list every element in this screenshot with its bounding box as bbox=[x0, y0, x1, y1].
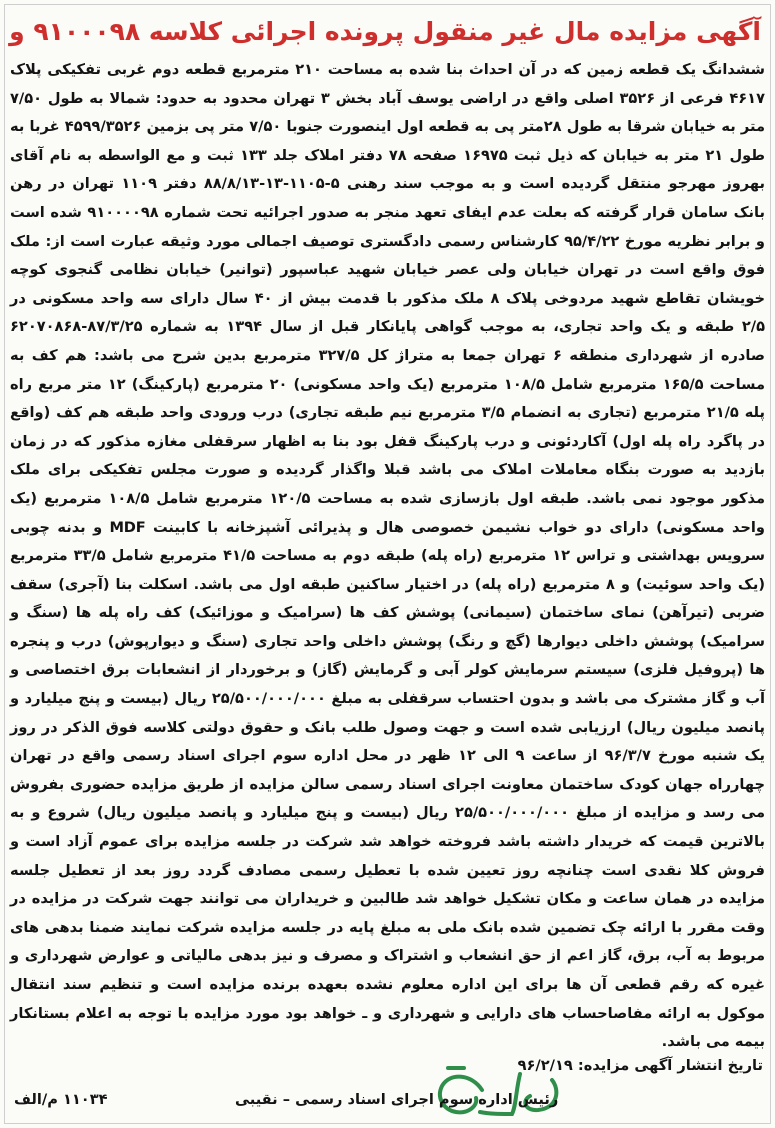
notice-body: ششدانگ یک قطعه زمین که در آن احداث بنا شده به مساحت ۲۱۰ مترمربع قطعه دوم غربی تفکیکی پلاک ۴۶۱۷ فرعی از ۳۵۲۶ اصلی واقع در اراضی یوسف آباد بخش ۳ تهران محدود به حدود: شمالا به طول ۷/۵۰ متر به خیابان شرقا به طول ۲۸متر پی به قطعه اول اینصورت جنوبا ۷/۵۰ متر پی بزمین ۴۵۹۹/۳۵۲۶ غربا به طول ۲۱ متر به خیابان که ذیل ثبت ۱۶۹۷۵ صفحه ۷۸ دفتر املاک جلد ۱۳۳ ثبت و مع الواسطه به نام آقای بهروز مهرجو منتقل گردیده است و به موجب سند رهنی ۵-۱۱۰۵-۱۳-۸۸/۸/۱۳ دفتر ۱۱۰۹ تهران در رهن بانک سامان قرار گرفته که بعلت عدم ایفای تعهد منجر به صدور اجرائیه تحت شماره ۹۱۰۰۰۰۹۸ شده است و برابر نظریه مورخ ۹۵/۴/۲۲ کارشناس رسمی دادگستری توصیف اجمالی مورد وثیقه عبارت است از: ملک فوق واقع است در تهران خیابان ولی عصر خیابان شهید عباسپور (توانیر) خیابان نظامی گنجوی کوچه خویشان تقاطع شهید مردوخی پلاک ۸ ملک مذکور با قدمت بیش از ۴۰ سال دارای سه واحد مسکونی در ۲/۵ طبقه و یک واحد تجاری، به موجب گواهی پایانکار قبل از سال ۱۳۹۴ به شماره ۸۷/۳/۲۵-۶۲۰۷۰۸۶۸ صادره از شهرداری منطقه ۶ تهران جمعا به متراژ کل ۳۲۷/۵ مترمربع بدین شرح می باشد: هم کف به مساحت ۱۶۵/۵ مترمربع شامل ۱۰۸/۵ مترمربع (یک واحد مسکونی) ۲۰ مترمربع (پارکینگ) ۱۲ متر مربع راه پله ۲۱/۵ مترمربع (تجاری به انضمام ۳/۵ مترمربع نیم طبقه تجاری) درب ورودی واحد طبقه هم کف (واقع در پاگرد راه پله اول) آکاردئونی و درب پارکینگ قفل بود بنا به اظهار سرقفلی مغازه مذکور که در زمان بازدید به صورت بنگاه معاملات املاک می باشد قبلا واگذار گردیده و صورت مجلس تفکیکی برای ملک مذکور موجود نمی باشد. طبقه اول بازسازی شده به مساحت ۱۲۰/۵ مترمربع شامل ۱۰۸/۵ مترمربع (یک واحد مسکونی) دارای دو خواب نشیمن خصوصی هال و پذیرائی آشپزخانه با کابینت MDF و بدنه چوبی سرویس بهداشتی و تراس ۱۲ مترمربع (راه پله) طبقه دوم به مساحت ۴۱/۵ مترمربع شامل ۳۳/۵ مترمربع (یک واحد سوئیت) و ۸ مترمربع (راه پله) در اختیار ساکنین طبقه اول می باشد. اسکلت بنا (آجری) سقف ضربی (تیرآهن) نمای ساختمان (سیمانی) پوشش کف ها (سرامیک و موزائیک) کف راه پله ها (سنگ و سرامیک) پوشش داخلی دیوارها (گچ و رنگ) پوشش داخلی واحد تجاری (سنگ و دیوارپوش) درب و پنجره ها (پروفیل فلزی) سیستم سرمایش کولر آبی و گرمایش (گاز) و برخوردار از انشعابات برق اختصاصی و آب و گاز مشترک می باشد و بدون احتساب سرقفلی به مبلغ ۲۵/۵۰۰/۰۰۰/۰۰۰ ریال (بیست و پنج میلیارد و پانصد میلیون ریال) ارزیابی شده است و جهت وصول طلب بانک و حقوق دولتی کلاسه فوق الذکر در روز یک شنبه مورخ ۹۶/۳/۷ از ساعت ۹ الی ۱۲ ظهر در محل اداره سوم اجرای اسناد رسمی واقع در تهران چهارراه جهان کودک ساختمان معاونت اجرای اسناد رسمی سالن مزایده از طریق مزایده حضوری بفروش می رسد و مزایده از مبلغ ۲۵/۵۰۰/۰۰۰/۰۰۰ ریال (بیست و پنج میلیارد و پانصد میلیون ریال) شروع و به بالاترین قیمت که خریدار داشته باشد فروخته خواهد شد شرکت در جلسه مزایده برای عموم آزاد است و فروش کلا نقدی است چنانچه روز تعیین شده با تعطیل رسمی مصادف گردد روز بعد از تعطیل جلسه مزایده در همان ساعت و مکان تشکیل خواهد شد طالبین و خریداران می توانند جهت شرکت در مزایده در وقت مقرر با ارائه چک تضمین شده بانک ملی به مبلغ پایه در جلسه مزایده شرکت نمایند ضمنا بدهی های مربوط به آب، برق، گاز اعم از حق انشعاب و اشتراک و مصرف و نیز بدهی مالیاتی و عوارض شهرداری و غیره که رقم قطعی آن ها برای این اداره معلوم نشده بعهده برنده مزایده است و تنظیم سند انتقال موکول به ارائه مفاصاحساب های دارایی و شهرداری و ـ خواهد بود مورد مزایده با توجه به اعلام بستانکار بیمه می باشد. bbox=[10, 61, 766, 1051]
reference-code: ۱۱۰۳۴ م/الف bbox=[14, 1091, 108, 1108]
signature-line: رئیس اداره سوم اجرای اسناد رسمی – نقیبی bbox=[235, 1091, 559, 1108]
publication-date: تاریخ انتشار آگهی مزایده: ۹۶/۲/۱۹ bbox=[517, 1057, 763, 1074]
notice-title: آگهی مزایده مال غیر منقول پرونده اجرائی کلاسه ۹۱۰۰۰۹۸ و bbox=[9, 17, 761, 46]
